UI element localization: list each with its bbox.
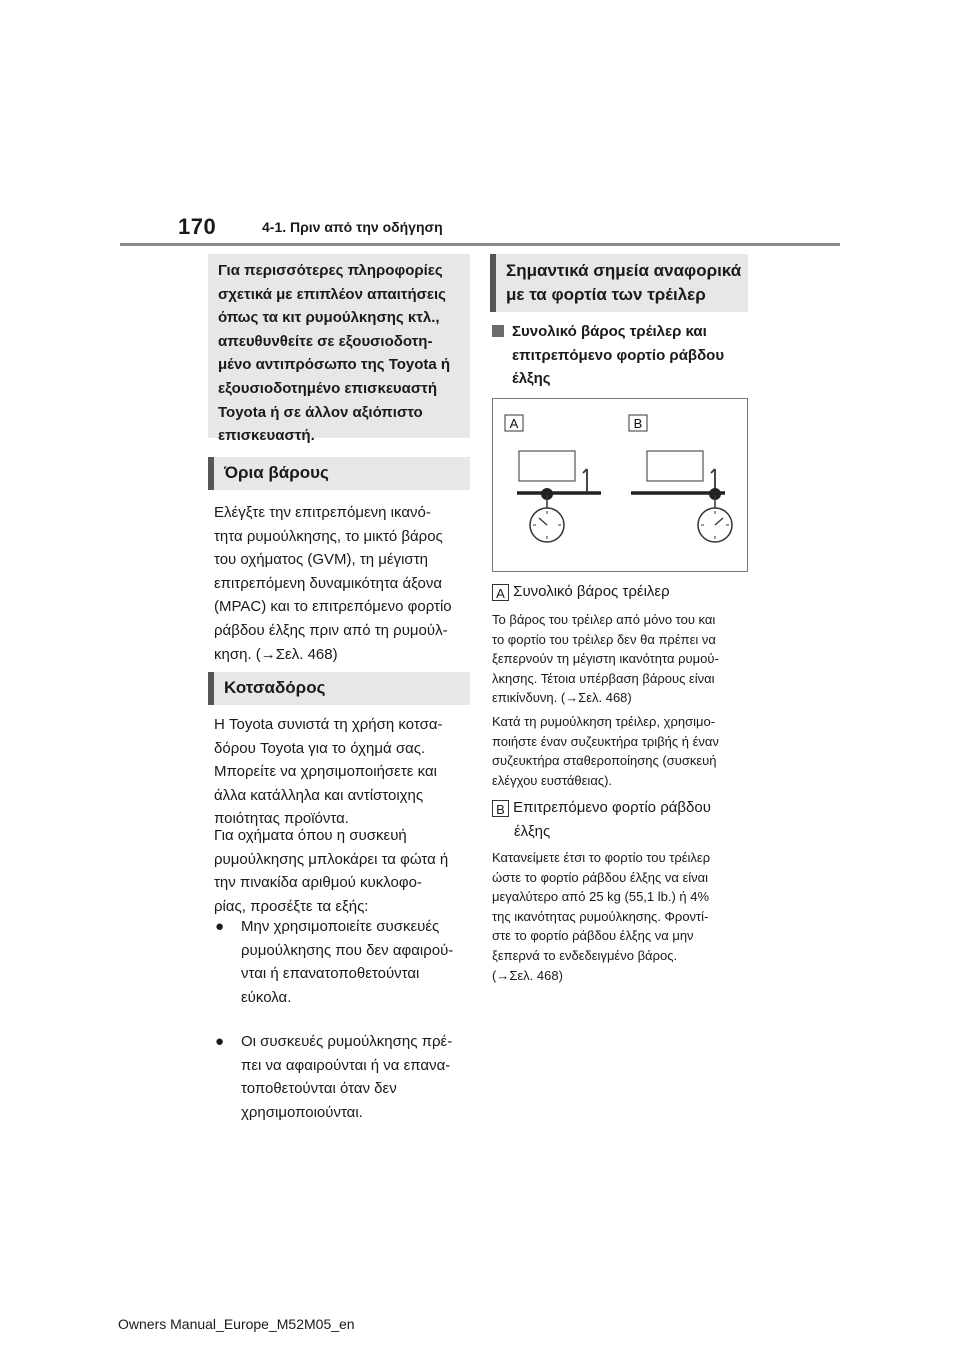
bullet-item-1 bbox=[214, 915, 472, 1009]
hitch-paragraph-2: Για οχήματα όπου η συσκευή ρυμούλκησης μπλοκάρει τα φώτα ή την πινακίδα αριθμού κυκλοφο- ρίας, προσέξτε τα εξής: bbox=[214, 827, 449, 915]
legend-a-title: A Συνολικό βάρος τρέιλερ bbox=[492, 580, 748, 604]
bullet-icon: ● bbox=[215, 918, 225, 935]
hitch-paragraph-1: Η Toyota συνιστά τη χρήση κοτσα- δόρου Toyota για το όχημά σας. Μπορείτε να χρησιμοποιήσετε και άλλα κατάλληλα και αντίστοιχης ποιότητας προϊόντα. bbox=[214, 716, 443, 828]
hitch-heading: Κοτσαδόρος bbox=[208, 672, 470, 705]
trailer-weight-figure bbox=[492, 398, 748, 572]
figure-label-b: B bbox=[633, 416, 643, 431]
weight-limits-paragraph: Ελέγξτε την επιτρεπόμενη ικανό- τητα ρυμούλκησης, το μικτό βάρος του οχήματος (GVM), τη μέγιστη επιτρεπόμενη δυναμικότητα άξονα (MPAC) και το επιτρεπόμενο φορτίο ράβδου έλξης πριν από τη ρυμούλ- κηση. (→Σελ. 468) bbox=[214, 504, 452, 663]
footer-text: Owners Manual_Europe_M52M05_en bbox=[118, 1316, 355, 1332]
legend-a-paragraph-2: Κατά τη ρυμούλκηση τρέιλερ, χρησιμο- ποιήστε έναν συζευκτήρα τριβής ή έναν συζευκτήρα σταθεροποίησης (συσκευή ελέγχου ευστάθειας). bbox=[492, 714, 719, 788]
info-box-text: Για περισσότερες πληροφορίες σχετικά με επιπλέον απαιτήσεις όπως τα κιτ ρυμούλκησης κτλ., απευθυνθείτε σε εξουσιοδοτη- μένο αντιπρόσωπο της Toyota ή εξουσιοδοτημένο επισκευαστή Toyota ή σε άλλον αξιόπιστο επισκευαστή. bbox=[218, 262, 451, 445]
square-bullet-icon bbox=[492, 325, 504, 337]
trailer-weight-subheading: Συνολικό βάρος τρέιλερ και επιτρεπόμενο φορτίο ράβδου έλξης bbox=[492, 320, 748, 391]
weight-limits-heading: Όρια βάρους bbox=[208, 457, 470, 490]
page-number: 170 bbox=[178, 214, 217, 239]
badge-a: A bbox=[492, 584, 509, 601]
legend-b-title: B Επιτρεπόμενο φορτίο ράβδου έλξης bbox=[492, 796, 748, 843]
legend-b-paragraph: Κατανείμετε έτσι το φορτίο του τρέιλερ ώστε το φορτίο ράβδου έλξης να είναι μεγαλύτερο από 25 kg (55,1 lb.) ή 4% της ικανότητας ρυμούλκησης. Φροντί- στε το φορτίο ράβδου έλξης να μην ξεπερνά το ενδεδειγμένο βάρος. (→Σελ. 468) bbox=[492, 850, 711, 983]
trailer-loads-heading: Σημαντικά σημεία αναφορικά με τα φορτία των τρέιλερ bbox=[490, 254, 748, 312]
trailer-a-illustration bbox=[517, 451, 601, 542]
trailer-b-illustration bbox=[631, 451, 732, 542]
bullet-1-text: Μην χρησιμοποιείτε συσκευές ρυμούλκησης που δεν αφαιρού- νται ή επανατοποθετούνται εύκολα. bbox=[241, 918, 454, 1006]
figure-illustration bbox=[493, 399, 747, 571]
legend-a-paragraph-1: Το βάρος του τρέιλερ από μόνο του και το φορτίο του τρέιλερ δεν θα πρέπει να ξεπερνούν τη μέγιστη ικανότητα ρυμού- λκησης. Τέτοια υπέρβαση βάρους είναι επικίνδυνη. (→Σελ. 468) bbox=[492, 612, 719, 706]
bullet-item-2 bbox=[214, 1030, 472, 1124]
bullet-2-text: Οι συσκευές ρυμούλκησης πρέ- πει να αφαιρούνται ή να επανα- τοποθετούνται όταν δεν χρησιμοποιούνται. bbox=[241, 1033, 453, 1121]
header-rule bbox=[120, 243, 840, 246]
badge-b: B bbox=[492, 800, 509, 817]
section-title: 4-1. Πριν από την οδήγηση bbox=[262, 219, 443, 235]
info-box bbox=[208, 254, 470, 445]
bullet-icon: ● bbox=[215, 1033, 225, 1050]
figure-label-a: A bbox=[509, 416, 519, 431]
